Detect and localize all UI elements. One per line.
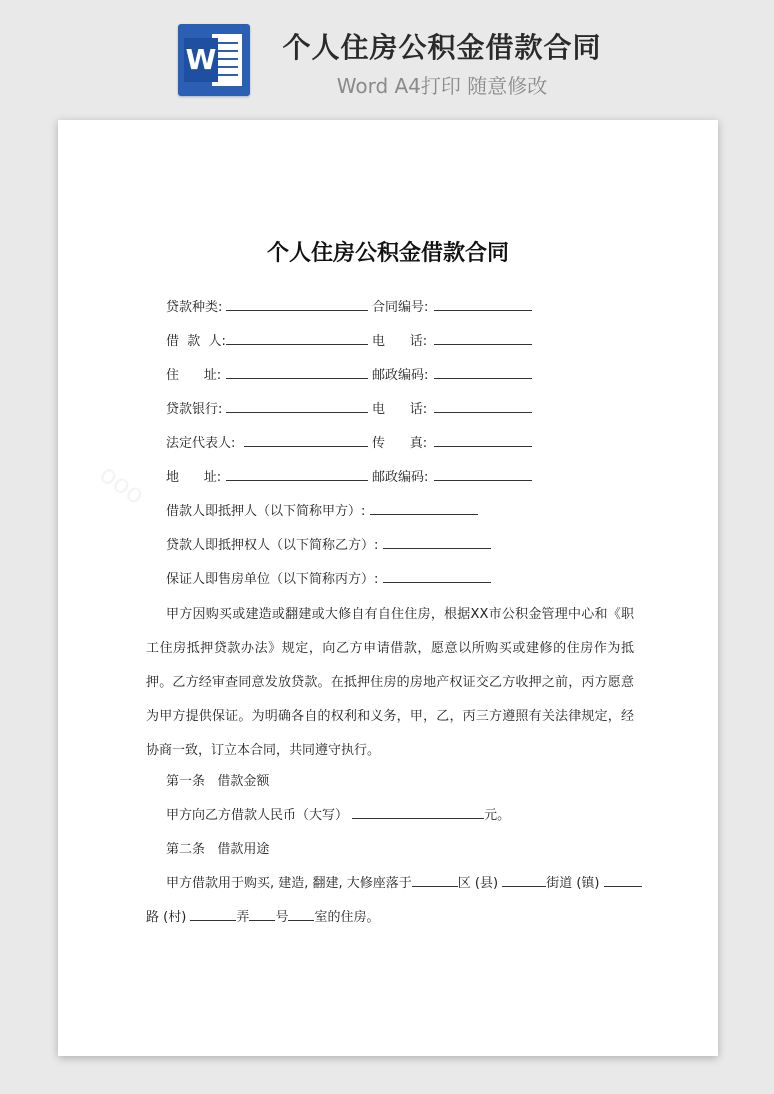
blank-line[interactable] — [226, 310, 368, 311]
party-lender: 贷款人即抵押权人（以下简称乙方）: — [166, 534, 491, 553]
article-2-line-1: 甲方借款用于购买, 建造, 翻建, 大修座落于 区 (县) 街道 (镇) — [166, 872, 642, 891]
blank-line[interactable] — [190, 908, 236, 921]
document-title: 个人住房公积金借款合同 — [266, 241, 509, 266]
blank-line[interactable] — [226, 480, 368, 481]
blank-line[interactable] — [383, 536, 491, 549]
article-2-line-2: 路 (村) 弄 号 室的住房。 — [146, 910, 380, 925]
blank-line[interactable] — [249, 908, 275, 921]
document-page: 个人住房公积金借款合同 贷款种类: 合同编号: 借 款 人: 电 话: 住 址: 邮政编码: 贷款银行: 电 话: 法定代表人: 传 真: 地 址: 邮政编码: 借款人即抵押人（以下简称甲方）: 贷款人即抵押权人（以下简称乙方）: 保证人即售房单位（以下简称丙方）: 甲方因购买或建造或翻建或大修自有自住住房，根据XX市公积金管理中心和《职工住房抵押贷款办法》规定，向乙方申请借款，愿意以所购买或建修的住房作为抵押。乙方经审查同意发放贷款。在抵押住房的房地产权证交乙方收押之前，丙方愿意为甲方提供保证。为明确各自的权利和义务，甲，乙，丙三方遵照有关法律规定，经协商一致，订立本合同，共同遵守执行。 第一条 借款金额 甲方向乙方借款人民币（大写） 元。 第二条 借款用途 甲方借款用于购买, 建造, 翻建, 大修座落于 区 (县) 街道 (镇) 路 (村) 弄 号 室的住房。 — [58, 120, 718, 1056]
header-subtitle: Word A4打印 随意修改 — [336, 74, 548, 98]
blank-line[interactable] — [502, 874, 546, 887]
blank-line[interactable] — [383, 570, 491, 583]
blank-line[interactable] — [226, 378, 368, 379]
blank-line[interactable] — [434, 344, 532, 345]
blank-line[interactable] — [412, 874, 458, 887]
blank-line[interactable] — [604, 874, 642, 887]
blank-line[interactable] — [352, 806, 484, 819]
header-banner — [0, 0, 774, 110]
blank-line[interactable] — [226, 412, 368, 413]
blank-line[interactable] — [434, 378, 532, 379]
blank-line[interactable] — [434, 480, 532, 481]
blank-line[interactable] — [244, 446, 368, 447]
blank-line[interactable] — [370, 502, 478, 515]
party-guarantor: 保证人即售房单位（以下简称丙方）: — [166, 568, 491, 587]
blank-line[interactable] — [288, 908, 314, 921]
blank-line[interactable] — [226, 344, 368, 345]
blank-line[interactable] — [434, 412, 532, 413]
intro-paragraph: 甲方因购买或建造或翻建或大修自有自住住房，根据XX市公积金管理中心和《职工住房抵押贷款办法》规定，向乙方申请借款，愿意以所购买或建修的住房作为抵押。乙方经审查同意发放贷款。在抵押住房的房地产权证交乙方收押之前，丙方愿意为甲方提供保证。为明确各自的权利和义务，甲，乙，丙三方遵照有关法律规定，经协商一致，订立本合同，共同遵守执行。 — [146, 607, 634, 758]
header-title: 个人住房公积金借款合同 — [282, 31, 602, 64]
article-1-heading: 第一条 借款金额 — [166, 774, 270, 789]
blank-line[interactable] — [434, 446, 532, 447]
word-document-icon: W — [178, 24, 250, 96]
article-1-text: 甲方向乙方借款人民币（大写） 元。 — [166, 808, 511, 823]
article-2-heading: 第二条 借款用途 — [166, 842, 270, 857]
blank-line[interactable] — [434, 310, 532, 311]
party-borrower: 借款人即抵押人（以下简称甲方）: — [166, 500, 478, 519]
